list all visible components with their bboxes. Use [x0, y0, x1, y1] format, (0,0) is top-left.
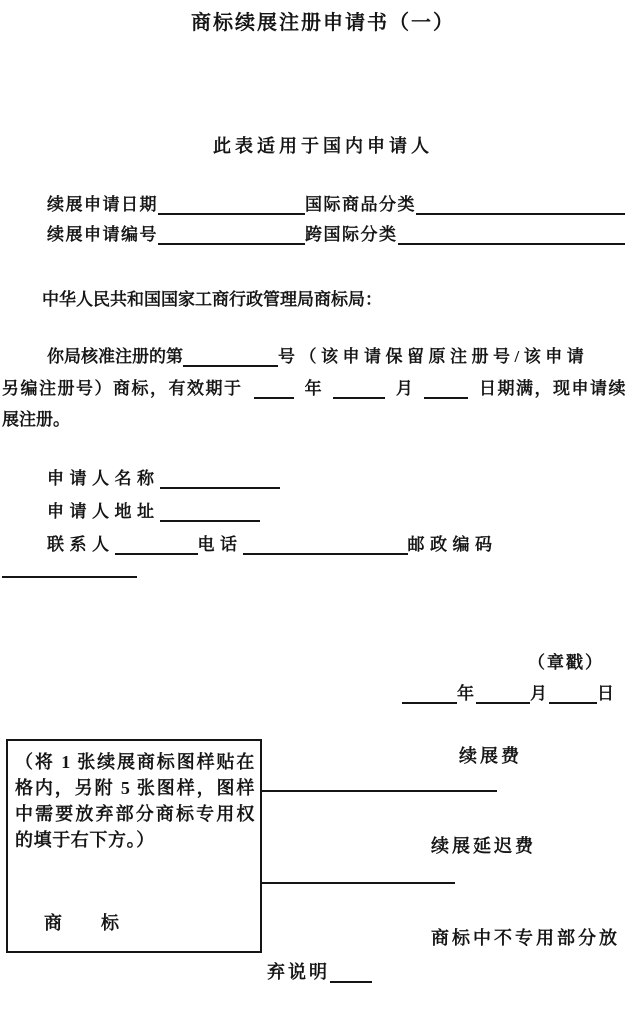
- contact-blank[interactable]: [115, 549, 198, 555]
- form-subtitle: 此表适用于国内申请人: [213, 136, 433, 156]
- applicant-address-label: 申请人地址: [47, 502, 160, 522]
- applicant-name-blank[interactable]: [160, 483, 280, 489]
- body-line-1: [47, 341, 626, 367]
- stamp-note: （章戳）: [528, 653, 604, 672]
- renewal-date-blank[interactable]: [158, 209, 305, 215]
- trademark-box-label: 商 标: [44, 913, 120, 933]
- renewal-fee-blank[interactable]: [261, 780, 497, 792]
- postcode-label: 邮政编码: [407, 535, 498, 555]
- postcode-blank[interactable]: [2, 566, 137, 578]
- disclaimer-label-line2: 弃说明: [267, 962, 330, 983]
- signature-month-blank[interactable]: [476, 698, 530, 704]
- renewal-fee-label: 续展费: [459, 746, 522, 766]
- signature-year-label: 年: [457, 684, 476, 704]
- applicant-name-label: 申请人名称: [47, 469, 160, 489]
- cross-class-blank[interactable]: [398, 239, 626, 245]
- disclaimer-blank[interactable]: [330, 977, 372, 983]
- registration-number-prefix: 你局核准注册的第: [47, 347, 183, 367]
- signature-year-blank[interactable]: [402, 698, 457, 704]
- expiry-month-label: 月: [395, 379, 413, 399]
- contact-row: [47, 529, 498, 555]
- expiry-prefix: 另编注册号）商标，有效期于: [2, 379, 243, 399]
- signature-date-row: [402, 676, 616, 704]
- intl-goods-class-label: 国际商品分类: [305, 195, 416, 215]
- disclaimer-label-line1: 商标中不专用部分放: [431, 928, 620, 948]
- signature-day-blank[interactable]: [549, 698, 597, 704]
- salutation-line: 中华人民共和国国家工商行政管理局商标局：: [42, 290, 382, 309]
- renewal-date-label: 续展申请日期: [47, 195, 158, 215]
- renewal-late-fee-label: 续展延迟费: [431, 836, 536, 856]
- phone-label: 电话: [197, 535, 243, 555]
- registration-number-blank[interactable]: [183, 361, 278, 367]
- applicant-address-blank[interactable]: [160, 516, 260, 522]
- signature-month-label: 月: [530, 684, 549, 704]
- registration-number-suffix: 号（该申请保留原注册号/该申请: [278, 347, 589, 367]
- trademark-box-note: （将 1 张续展商标图样贴在格内，另附 5 张图样，图样中需要放弃部分商标专用权的填于右下方。）: [15, 752, 255, 850]
- expiry-year-blank[interactable]: [254, 393, 294, 399]
- expiry-year-label: 年: [304, 379, 322, 399]
- cross-class-label: 跨国际分类: [305, 225, 398, 245]
- body-line-2: [2, 373, 627, 399]
- applicant-name-row: [47, 463, 280, 489]
- form-title: 商标续展注册申请书（一）: [191, 12, 455, 34]
- renewal-number-blank[interactable]: [158, 239, 305, 245]
- renewal-date-class-row: [47, 191, 625, 215]
- intl-goods-class-blank[interactable]: [416, 209, 625, 215]
- expiry-suffix: 日期满，现申请续: [478, 379, 627, 399]
- phone-blank[interactable]: [243, 549, 408, 555]
- body-line-3: 展注册。: [2, 410, 70, 429]
- applicant-address-row: [47, 496, 260, 522]
- signature-day-label: 日: [597, 684, 616, 704]
- expiry-month-blank[interactable]: [333, 393, 385, 399]
- expiry-day-blank[interactable]: [424, 393, 468, 399]
- disclaimer-row: [267, 959, 372, 983]
- renewal-number-label: 续展申请编号: [47, 225, 158, 245]
- trademark-box: [6, 739, 262, 953]
- renewal-number-row: [47, 221, 625, 245]
- late-fee-blank[interactable]: [261, 872, 455, 884]
- contact-label: 联系人: [47, 535, 115, 555]
